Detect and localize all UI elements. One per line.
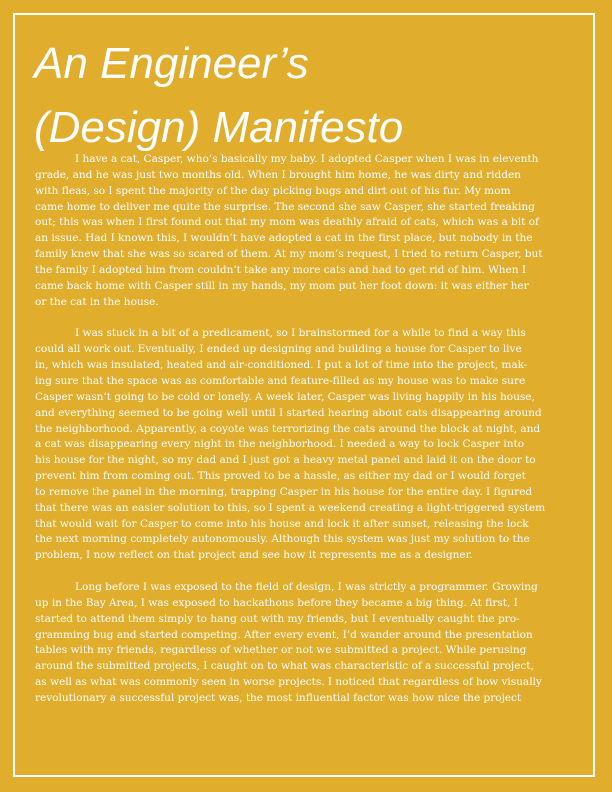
page-title <box>34 32 403 160</box>
text-line: in, which was insulated, heated and air-conditioned. I put a lot of time into the project, mak- <box>35 359 528 372</box>
text-line: to remove the panel in the morning, trapping Casper in his house for the entire day. I figured <box>35 485 533 498</box>
title-line-1: An Engineer’s <box>34 39 309 88</box>
text-line: Long before I was exposed to the field of design, I was strictly a programmer. Growing <box>75 581 538 594</box>
text-line: came home to deliver me quite the surprise. The second she saw Casper, she started freaking <box>35 200 535 213</box>
text-line: could all work out. Eventually, I ended up designing and building a house for Casper to live <box>35 343 522 356</box>
text-line: that there was an easier solution to this, so I spent a weekend creating a light-triggered system <box>35 501 546 514</box>
paragraph <box>35 580 573 707</box>
text-line: tables with my friends, regardless of whether or not we submitted a project. While perusing <box>35 644 527 657</box>
text-line: or the cat in the house. <box>35 295 159 308</box>
title-line-2: (Design) Manifesto <box>34 103 404 152</box>
text-line: gramming bug and started competing. After every event, I’d wander around the presentation <box>35 628 533 641</box>
text-line: grade, and he was just two months old. When I brought him home, he was dirty and ridden <box>35 168 521 181</box>
text-line: family knew that she was so scared of them. At my mom’s request, I tried to return Casper, but <box>35 248 543 261</box>
text-line: the neighborhood. Apparently, a coyote was terrorizing the cats around the block at night, and <box>35 422 541 435</box>
text-line: the family I adopted him from couldn’t take any more cats and had to get rid of him. When I <box>35 263 527 276</box>
text-line: ing sure that the space was as comfortable and feature-filled as my house was to make sure <box>35 374 526 387</box>
text-line: a cat was disappearing every night in the neighborhood. I needed a way to lock Casper into <box>35 438 525 451</box>
text-line: around the submitted projects, I caught on to what was characteristic of a successful project, <box>35 660 534 673</box>
text-line: his house for the night, so my dad and I just got a heavy metal panel and laid it on the door to <box>35 454 536 467</box>
text-line: I have a cat, Casper, who’s basically my baby. I adopted Casper when I was in eleventh <box>75 153 539 165</box>
text-line: an issue. Had I known this, I wouldn’t have adopted a cat in the first place, but nobody in the <box>35 232 533 245</box>
text-line: prevent him from coming out. This proved to be a hassle, as either my dad or I would forget <box>35 470 526 483</box>
text-line: with fleas, so I spent the majority of the day picking bugs and dirt out of his fur. My mom <box>35 184 511 197</box>
text-line: that would wait for Casper to come into his house and lock it after sunset, releasing the lock <box>35 517 529 530</box>
text-line: revolutionary a successful project was, the most influential factor was how nice the project <box>35 692 522 704</box>
text-line: Casper wasn’t going to be cold or lonely. A week later, Casper was living happily in his house, <box>35 390 535 403</box>
text-line: I was stuck in a bit of a predicament, so I brainstormed for a while to find a way this <box>75 327 526 340</box>
article-body <box>35 152 573 723</box>
text-line: as well as what was commonly seen in worse projects. I noticed that regardless of how visually <box>35 676 542 689</box>
paragraph <box>35 326 573 564</box>
text-line: up in the Bay Area, I was exposed to hackathons before they became a big thing. At first, I <box>35 596 518 609</box>
text-line: problem, I now reflect on that project and see how it represents me as a designer. <box>35 549 473 562</box>
text-line: came back home with Casper still in my hands, my mom put her foot down: it was either her <box>35 279 529 292</box>
text-line: the next morning completely autonomously. Although this system was just my solution to the <box>35 533 530 546</box>
text-line: started to attend them simply to hang out with my friends, but I eventually caught the pro- <box>35 612 520 625</box>
paragraph <box>35 152 573 310</box>
text-line: and everything seemed to be going well until I started hearing about cats disappearing around <box>35 406 542 419</box>
text-line: out; this was when I first found out that my mom was deathly afraid of cats, which was a bit of <box>35 216 539 229</box>
